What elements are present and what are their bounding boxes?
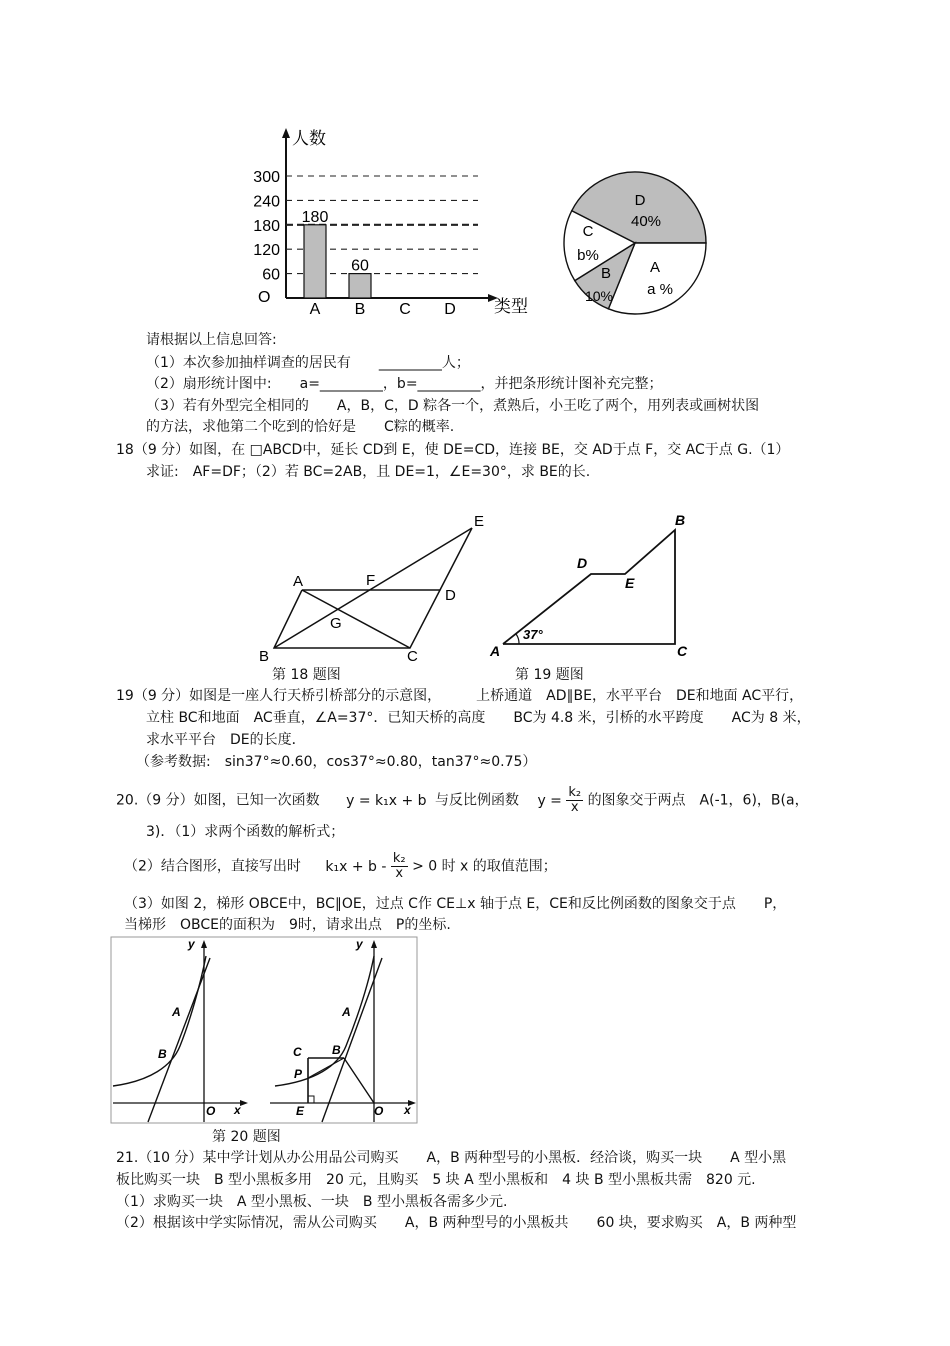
fig18-label-b: B — [259, 648, 270, 665]
q20-eq3-den: x — [395, 866, 404, 881]
q20-eq3-num: k₂ — [392, 851, 406, 866]
q17-part1: （1）本次参加抽样调查的居民有 _________人； — [146, 355, 470, 371]
fig20-left-a: A — [172, 1005, 181, 1019]
q20-eq3-fraction — [391, 852, 408, 881]
q20-eq3-right: > 0 时 x 的取值范围； — [412, 858, 557, 875]
fig19-angle: 37° — [523, 627, 543, 642]
bar-ytick-label: 240 — [253, 193, 280, 211]
fig20-right-c: C — [293, 1045, 302, 1059]
fig20-left-y: y — [188, 937, 195, 951]
q21-line4: （2）根据该中学实际情况，需从公司购买 A，B 两种型号的小黑板共 60 块，要求购买 A，B 两种型 — [116, 1215, 797, 1231]
fig20-right-a: A — [342, 1005, 351, 1019]
q19-line2: 立柱 BC和地面 AC垂直，∠A=37°．已知天桥的高度 BC为 4.8 米，引桥的水平跨度 AC为 8 米， — [146, 710, 811, 726]
q20-line1-b: 与反比例函数 — [434, 792, 519, 809]
fig20-left-o: O — [206, 1104, 216, 1118]
q21-line3: （1）求购买一块 A 型小黑板、一块 B 型小黑板各需多少元. — [116, 1194, 508, 1210]
fig18-label-e: E — [474, 513, 485, 530]
fig18-label-a: A — [293, 573, 304, 590]
bar-category-label: B — [354, 301, 366, 318]
q20-eq3-left: k₁x + b - — [325, 858, 387, 875]
pie-chart — [560, 168, 710, 318]
bar-chart — [240, 120, 540, 320]
fig19-label-a: A — [490, 643, 501, 659]
fig19-label-c: C — [677, 643, 688, 659]
q17-intro: 请根据以上信息回答: — [146, 332, 277, 348]
bar-ytick-label: 60 — [262, 266, 280, 284]
q20-line1-c: 的图象交于两点 A(-1，6)，B(a， — [587, 792, 809, 809]
bar-ylabel: 人数 — [292, 129, 326, 148]
fig18-label-c: C — [407, 648, 418, 665]
bar-mark — [304, 225, 326, 298]
bar-ytick-label: 120 — [253, 242, 280, 260]
pie-label-d-pct: 40% — [630, 213, 662, 230]
bar-category-label: A — [309, 301, 321, 318]
q21-line2: 板比购买一块 B 型小黑板多用 20 元，且购买 5 块 A 型小黑板和 4 块 B 型小黑板共需 820 元. — [116, 1172, 756, 1188]
q19-line4: （参考数据: sin37°≈0.60，cos37°≈0.80，tan37°≈0.75） — [136, 754, 537, 770]
fig18-label-g: G — [330, 615, 342, 632]
figure-20 — [110, 936, 420, 1126]
q19-line3: 求水平平台 DE的长度． — [146, 732, 306, 748]
fig20-left-x: x — [234, 1103, 241, 1117]
q20-eq2-den: x — [570, 800, 579, 815]
q20-eq2-fraction — [566, 786, 583, 815]
bar-ytick-label: 300 — [253, 169, 280, 186]
q20-line1-a: 20.（9 分）如图，已知一次函数 — [116, 792, 320, 809]
fig20-left-b: B — [158, 1047, 167, 1061]
q17-part2: （2）扇形统计图中: a=_________，b=_________，并把条形统计图补充完整； — [146, 376, 663, 392]
pie-label-a-pct: a % — [647, 281, 673, 298]
q20-eq2-num: k₂ — [568, 785, 582, 800]
bar-xlabel: 类型 — [494, 297, 528, 316]
bar-value-label: 60 — [351, 257, 369, 275]
fig20-right-b: B — [332, 1043, 341, 1057]
q20-line1 — [116, 786, 809, 815]
q20-line3 — [124, 852, 557, 881]
fig19-caption: 第 19 题图 — [515, 667, 584, 683]
pie-label-c: C — [582, 223, 594, 240]
q18-line1: 18（9 分）如图，在 □ABCD中，延长 CD到 E，使 DE=CD，连接 BE，交 AD于点 F，交 AC于点 G.（1） — [116, 442, 790, 458]
q19-line1: 19（9 分）如图是一座人行天桥引桥部分的示意图， 上桥通道 AD∥BE，水平平台 DE和地面 AC平行， — [116, 688, 804, 704]
pie-label-d: D — [634, 192, 646, 209]
q20-line4: （3）如图 2，梯形 OBCE中，BC∥OE，过点 C作 CE⊥x 轴于点 E，CE和反比例函数的图象交于点 P， — [124, 896, 787, 912]
q20-eq1: y = k₁x + b — [346, 792, 427, 809]
fig19-label-b: B — [675, 512, 686, 528]
figure-18 — [250, 510, 490, 685]
q20-line2: 3)．（1）求两个函数的解析式； — [146, 824, 345, 840]
fig20-caption: 第 20 题图 — [212, 1129, 281, 1145]
fig19-label-d: D — [577, 555, 588, 571]
q20-line3-a: （2）结合图形，直接写出时 — [124, 858, 301, 875]
pie-label-b: B — [600, 265, 612, 282]
q18-line2: 求证: AF=DF；（2）若 BC=2AB，且 DE=1，∠E=30°，求 BE的长. — [146, 464, 591, 480]
fig18-caption: 第 18 题图 — [272, 667, 341, 683]
q20-eq2-left: y = — [537, 792, 562, 809]
q21-line1: 21.（10 分）某中学计划从办公用品公司购买 A，B 两种型号的小黑板．经洽谈，购买一块 A 型小黑 — [116, 1150, 787, 1166]
figure-19 — [485, 510, 700, 665]
bar-ytick-label: 180 — [253, 217, 280, 235]
bar-mark — [349, 274, 371, 298]
fig20-right-y: y — [356, 937, 363, 951]
fig20-right-e: E — [296, 1104, 305, 1118]
pie-label-c-pct: b% — [577, 247, 599, 264]
fig20-right-o: O — [374, 1104, 384, 1118]
pie-label-b-pct: 10% — [584, 288, 614, 304]
fig20-right-p: P — [294, 1067, 303, 1081]
fig20-right-x: x — [404, 1103, 411, 1117]
q17-part3-line2: 的方法，求他第二个吃到的恰好是 C粽的概率. — [146, 419, 455, 435]
fig18-label-f: F — [366, 572, 376, 589]
fig18-label-d: D — [445, 587, 456, 604]
q20-line5: 当梯形 OBCE的面积为 9时，请求出点 P的坐标. — [124, 917, 451, 933]
bar-category-label: D — [444, 301, 456, 318]
bar-category-label: C — [399, 301, 411, 318]
bar-origin: O — [258, 289, 271, 306]
bar-value-label: 180 — [301, 208, 329, 226]
fig19-label-e: E — [625, 575, 635, 591]
pie-label-a: A — [649, 259, 661, 276]
q17-part3-line1: （3）若有外型完全相同的 A，B，C，D 粽各一个，煮熟后，小王吃了两个，用列表或画树状图 — [146, 398, 760, 414]
